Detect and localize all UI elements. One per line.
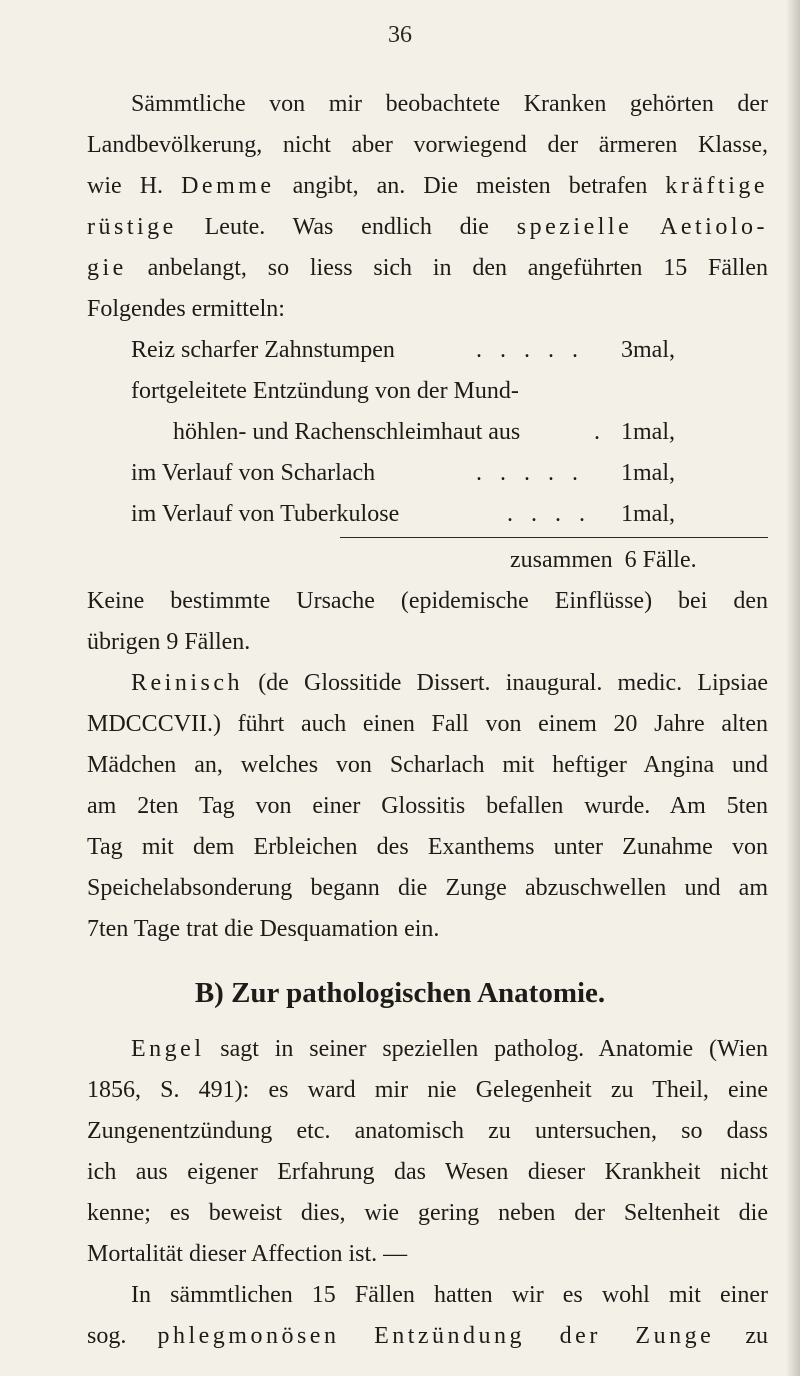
spaced-word-ruestige: rüstige bbox=[87, 214, 177, 240]
text-run: angibt, an. Die meisten betrafen bbox=[292, 173, 648, 199]
cause-label-5: im Verlauf von Tuberkulose bbox=[131, 501, 400, 527]
para1-line-1: Sämmtliche von mir beobachtete Kranken gehörten der bbox=[131, 91, 768, 117]
page-edge-shadow bbox=[786, 0, 800, 1376]
cause-leader-4: . . . . . bbox=[476, 460, 584, 486]
cause-leader-3: . bbox=[594, 419, 606, 445]
cause-count-1: 3mal, bbox=[621, 337, 675, 363]
para2-line-2: übrigen 9 Fällen. bbox=[87, 629, 251, 655]
para4-line-3: Zungenentzündung etc. anatomisch zu untersuchen, so dass bbox=[87, 1118, 768, 1144]
para4-line-2: 1856, S. 491): es ward mir nie Gelegenheit zu Theil, eine bbox=[87, 1077, 768, 1103]
cause-label-2: fortgeleitete Entzündung von der Mund- bbox=[131, 378, 519, 404]
cause-count-4: 1mal, bbox=[621, 460, 675, 486]
para5-line-1: In sämmtlichen 15 Fällen hatten wir es wohl mit einer bbox=[131, 1282, 768, 1308]
para3-line-3: Mädchen an, welches von Scharlach mit heftiger Angina und bbox=[87, 752, 768, 778]
para3-line-1 bbox=[131, 666, 768, 700]
para1-line-4 bbox=[87, 210, 768, 244]
para1-line-5 bbox=[87, 251, 768, 285]
para3-line-2: MDCCCVII.) führt auch einen Fall von einem 20 Jahre alten bbox=[87, 711, 768, 737]
text-run: sagt in seiner speziellen patholog. Anatomie (Wien bbox=[220, 1036, 768, 1062]
para4-line-5: kenne; es beweist dies, wie gering neben der Seltenheit die bbox=[87, 1200, 768, 1226]
spaced-name-engel: Engel bbox=[131, 1036, 205, 1062]
page-number: 36 bbox=[388, 22, 412, 48]
text-run: anbelangt, so liess sich in den angeführten 15 Fällen bbox=[147, 255, 768, 281]
cause-label-1: Reiz scharfer Zahnstumpen bbox=[131, 337, 395, 363]
para3-line-7: 7ten Tage trat die Desquamation ein. bbox=[87, 916, 440, 942]
cause-label-3: höhlen- und Rachenschleimhaut aus bbox=[173, 419, 521, 445]
spaced-phrase-phlegmonoesen: phlegmonösen Entzündung der Zunge bbox=[157, 1323, 715, 1349]
spaced-word-spezielle: spezielle bbox=[516, 214, 633, 240]
para1-line-6: Folgendes ermitteln: bbox=[87, 296, 285, 322]
cause-count-5: 1mal, bbox=[621, 501, 675, 527]
text-run: Leute. Was endlich die bbox=[204, 214, 489, 240]
spaced-word-gie: gie bbox=[87, 255, 127, 281]
para1-line-3 bbox=[87, 169, 768, 203]
cause-leader-5: . . . . bbox=[507, 501, 591, 527]
text-run: sog. bbox=[87, 1323, 127, 1349]
para2-line-1: Keine bestimmte Ursache (epidemische Einflüsse) bei den bbox=[87, 588, 768, 614]
text-run: wie H. bbox=[87, 173, 164, 199]
para4-line-1 bbox=[131, 1032, 768, 1066]
sum-rule bbox=[340, 537, 768, 538]
para1-line-2: Landbevölkerung, nicht aber vorwiegend der ärmeren Klasse, bbox=[87, 132, 768, 158]
cause-count-3: 1mal, bbox=[621, 419, 675, 445]
section-heading: B) Zur pathologischen Anatomie. bbox=[194, 977, 606, 1009]
para4-line-4: ich aus eigener Erfahrung das Wesen dieser Krankheit nicht bbox=[87, 1159, 768, 1185]
cause-leader-1: . . . . . bbox=[476, 337, 584, 363]
para4-line-6: Mortalität dieser Affection ist. — bbox=[87, 1241, 408, 1267]
spaced-word-kraeftige: kräftige bbox=[665, 173, 769, 199]
cause-label-4: im Verlauf von Scharlach bbox=[131, 460, 376, 486]
spaced-word-aetiolo: Aetiolo- bbox=[660, 214, 769, 240]
spaced-name-reinisch: Reinisch bbox=[131, 670, 243, 696]
text-run: (de Glossitide Dissert. inaugural. medic. Lipsiae bbox=[258, 670, 768, 696]
total-line: zusammen 6 Fälle. bbox=[510, 547, 697, 573]
spaced-name-demme: Demme bbox=[181, 173, 275, 199]
text-run: zu bbox=[745, 1323, 769, 1349]
para3-line-5: Tag mit dem Erbleichen des Exanthems unter Zunahme von bbox=[87, 834, 768, 860]
para3-line-4: am 2ten Tag von einer Glossitis befallen wurde. Am 5ten bbox=[87, 793, 768, 819]
para3-line-6: Speichelabsonderung begann die Zunge abzuschwellen und am bbox=[87, 875, 768, 901]
para5-line-2 bbox=[87, 1319, 768, 1353]
